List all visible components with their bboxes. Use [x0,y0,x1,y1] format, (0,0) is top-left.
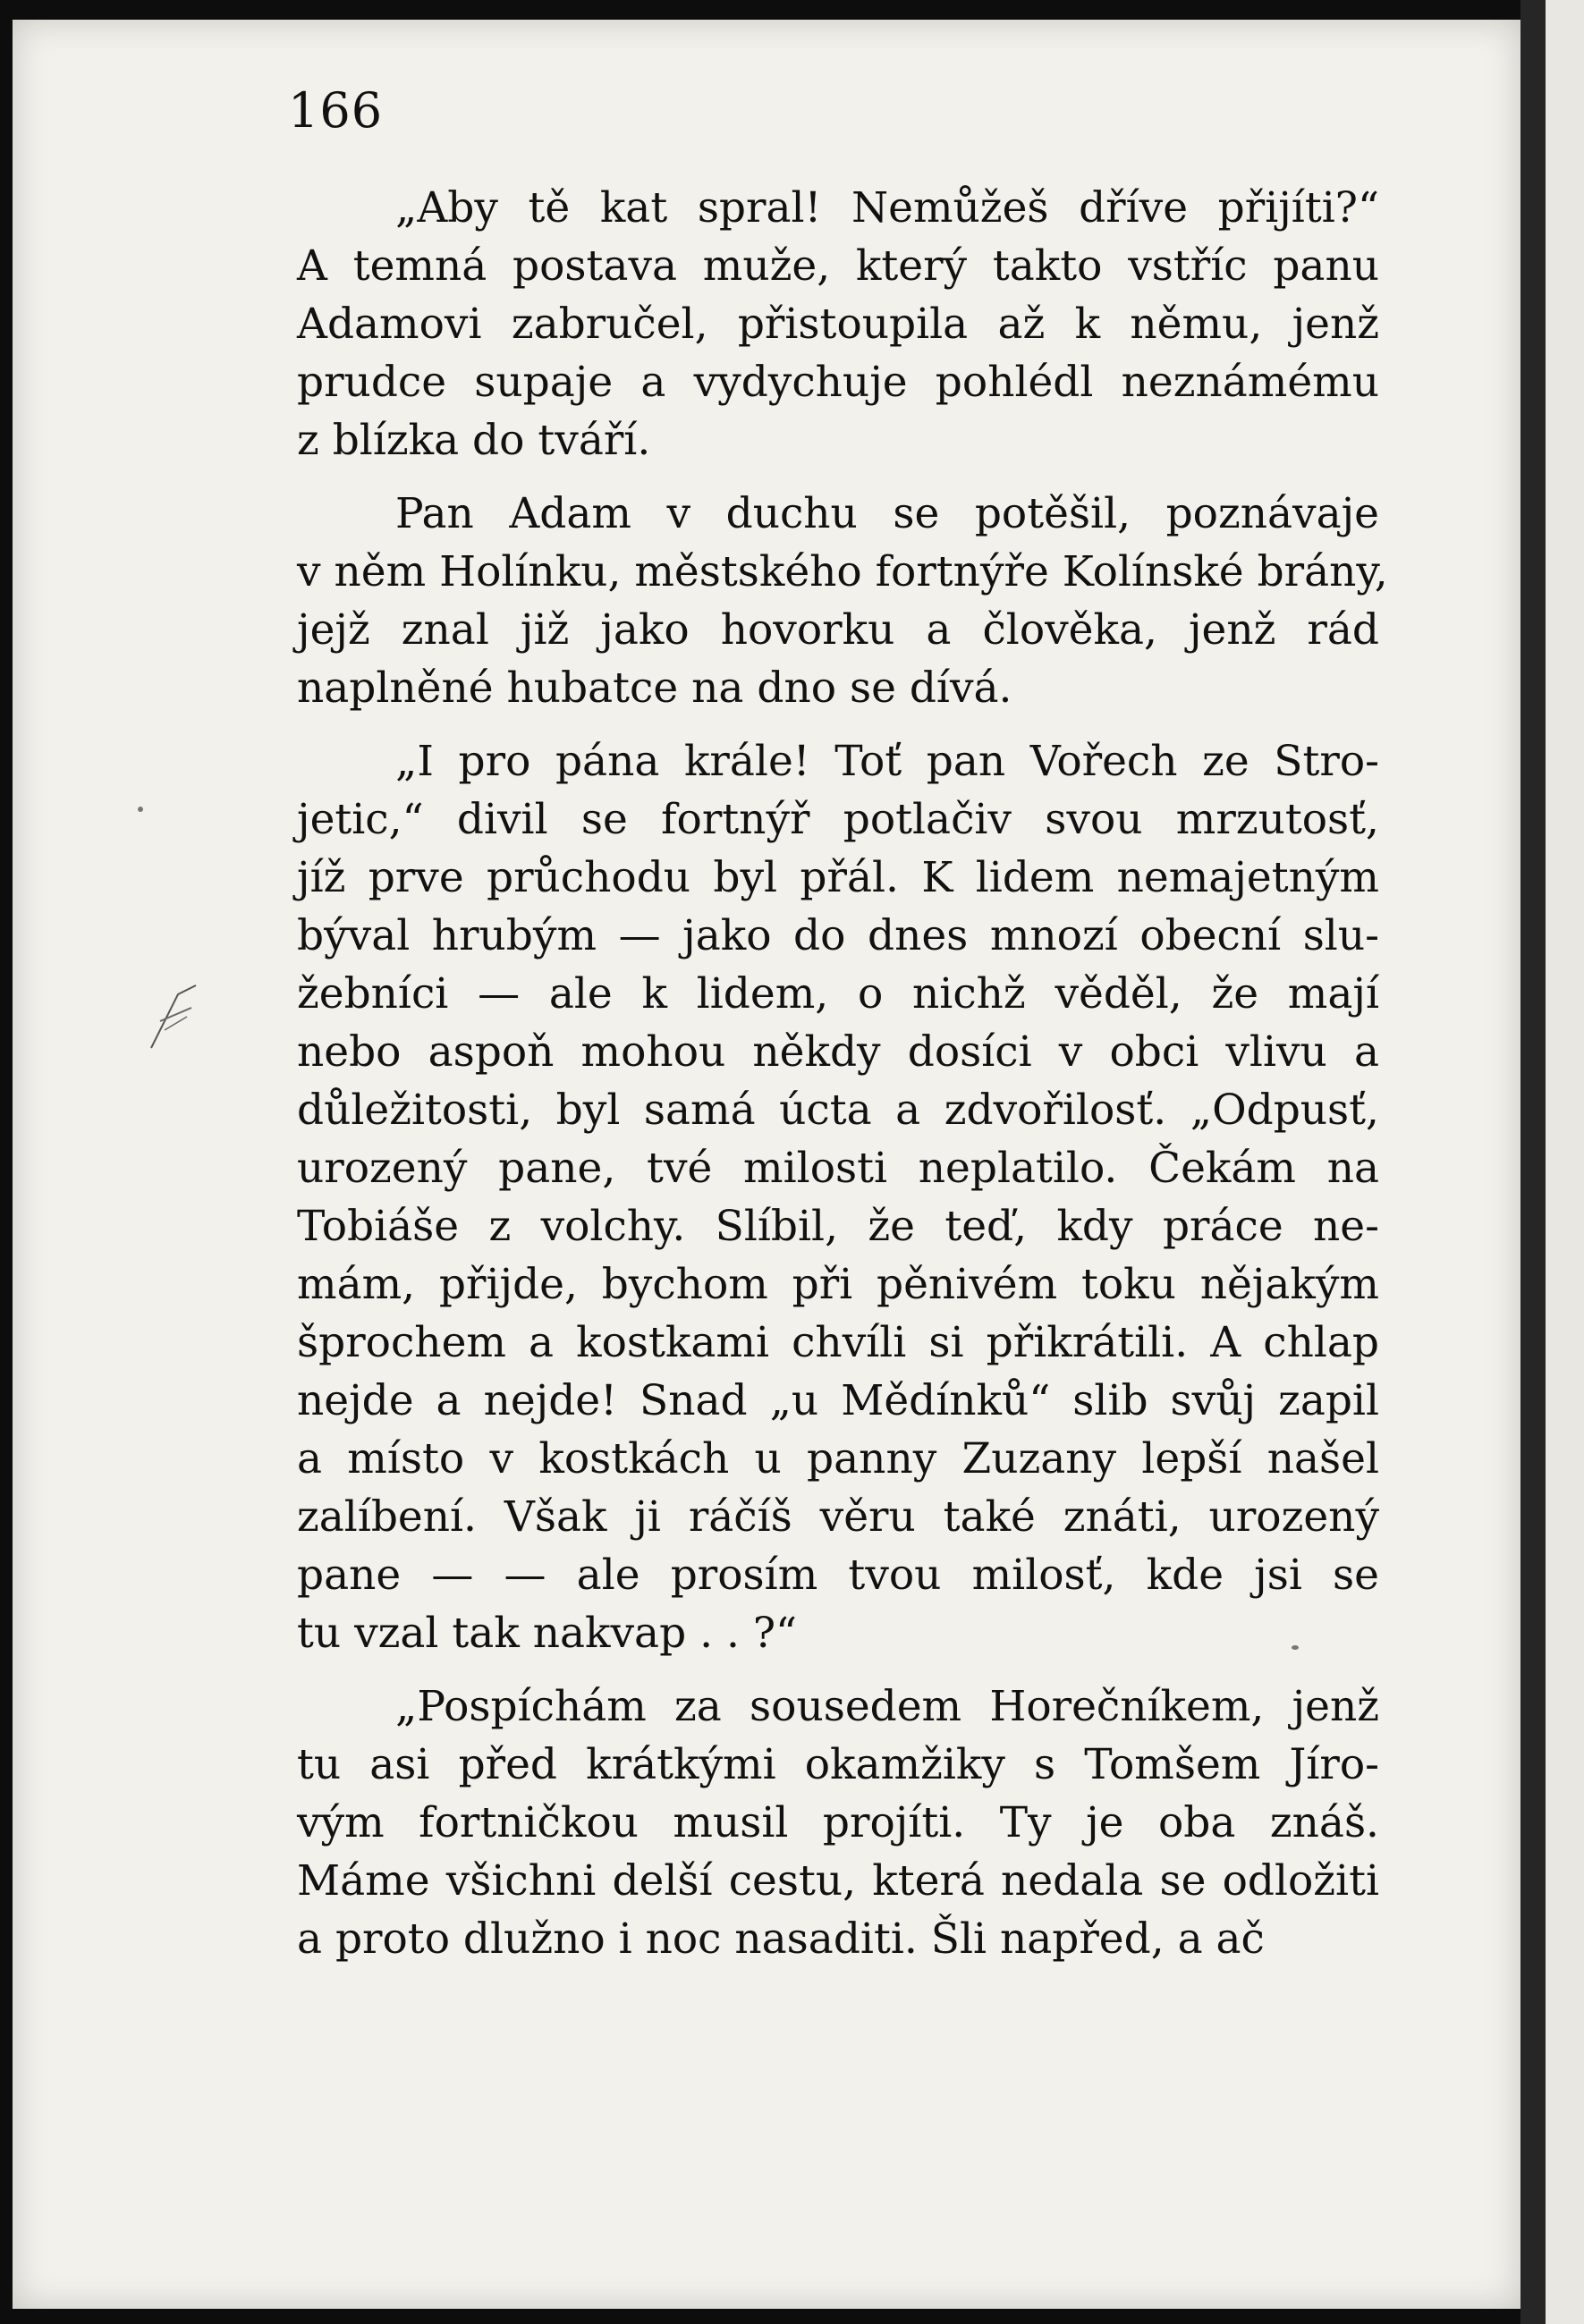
text-line: tu asi před krátkými okamžiky s Tomšem Jíro- [297,1740,1379,1789]
body-text [297,179,1388,1968]
text-line: Máme všichni delší cestu, která nedala se odložiti [297,1856,1379,1906]
text-line: pane — — ale prosím tvou milosť, kde jsi se [297,1551,1379,1600]
text-line: A temná postava muže, který takto vstříc panu [297,241,1379,291]
text-line: vým fortničkou musil projíti. Ty je oba znáš. [297,1798,1379,1847]
text-line: „Aby tě kat spral! Nemůžeš dříve přijíti?“ [395,183,1379,232]
text-line: jíž prve průchodu byl přál. K lidem nemajetným [297,853,1379,902]
text-line: prudce supaje a vydychuje pohlédl neznámému [297,358,1379,407]
text-line: z blízka do tváří. [297,416,651,465]
paragraph [297,179,1379,469]
text-line: býval hrubým — jako do dnes mnozí obecní slu- [297,911,1379,960]
paper-speck [138,807,143,812]
text-line: Tobiáše z volchy. Slíbil, že teď, kdy práce ne- [297,1202,1379,1251]
paragraph [297,732,1379,1662]
text-line: a místo v kostkách u panny Zuzany lepší našel [297,1434,1379,1483]
text-line: zalíbení. Však ji ráčíš věru také znáti, urozený [297,1492,1379,1542]
text-line: důležitosti, byl samá úcta a zdvořilosť. „Odpusť, [297,1086,1379,1135]
paragraph [297,1678,1379,1968]
text-line: mám, přijde, bychom při pěnivém toku nějakým [297,1260,1379,1309]
text-line: jetic,“ divil se fortnýř potlačiv svou mrzutosť, [297,795,1379,844]
text-line: „Pospíchám za sousedem Horečníkem, jenž [395,1682,1379,1731]
page-gutter-shadow [1520,0,1546,2324]
paragraph [297,485,1388,717]
text-line: nebo aspoň mohou někdy dosíci v obci vlivu a [297,1027,1379,1077]
text-line: urozený pane, tvé milosti neplatilo. Čekám na [297,1144,1379,1193]
text-line: nejde a nejde! Snad „u Mědínků“ slib svůj zapil [297,1376,1379,1425]
text-line: v něm Holínku, městského fortnýře Kolínské brány, [297,547,1388,596]
text-line: tu vzal tak nakvap . . ?“ [297,1609,798,1658]
text-line: jejž znal již jako hovorku a člověka, jenž rád [297,605,1379,655]
margin-pencil-mark [142,968,205,1057]
text-line: šprochem a kostkami chvíli si přikrátili. A chlap [297,1318,1379,1367]
text-line: naplněné hubatce na dno se dívá. [297,663,1012,713]
text-line: Adamovi zabručel, přistoupila až k němu, jenž [297,300,1379,349]
adjacent-page-edge [1546,0,1584,2324]
text-line: Pan Adam v duchu se potěšil, poznávaje [395,489,1379,538]
page-number: 166 [288,82,384,139]
text-line: žebníci — ale k lidem, o nichž věděl, že mají [297,969,1379,1018]
text-line: a proto dlužno i noc nasaditi. Šli napřed, a ač [297,1914,1265,1964]
text-line: „I pro pána krále! Toť pan Vořech ze Stro- [395,737,1379,786]
